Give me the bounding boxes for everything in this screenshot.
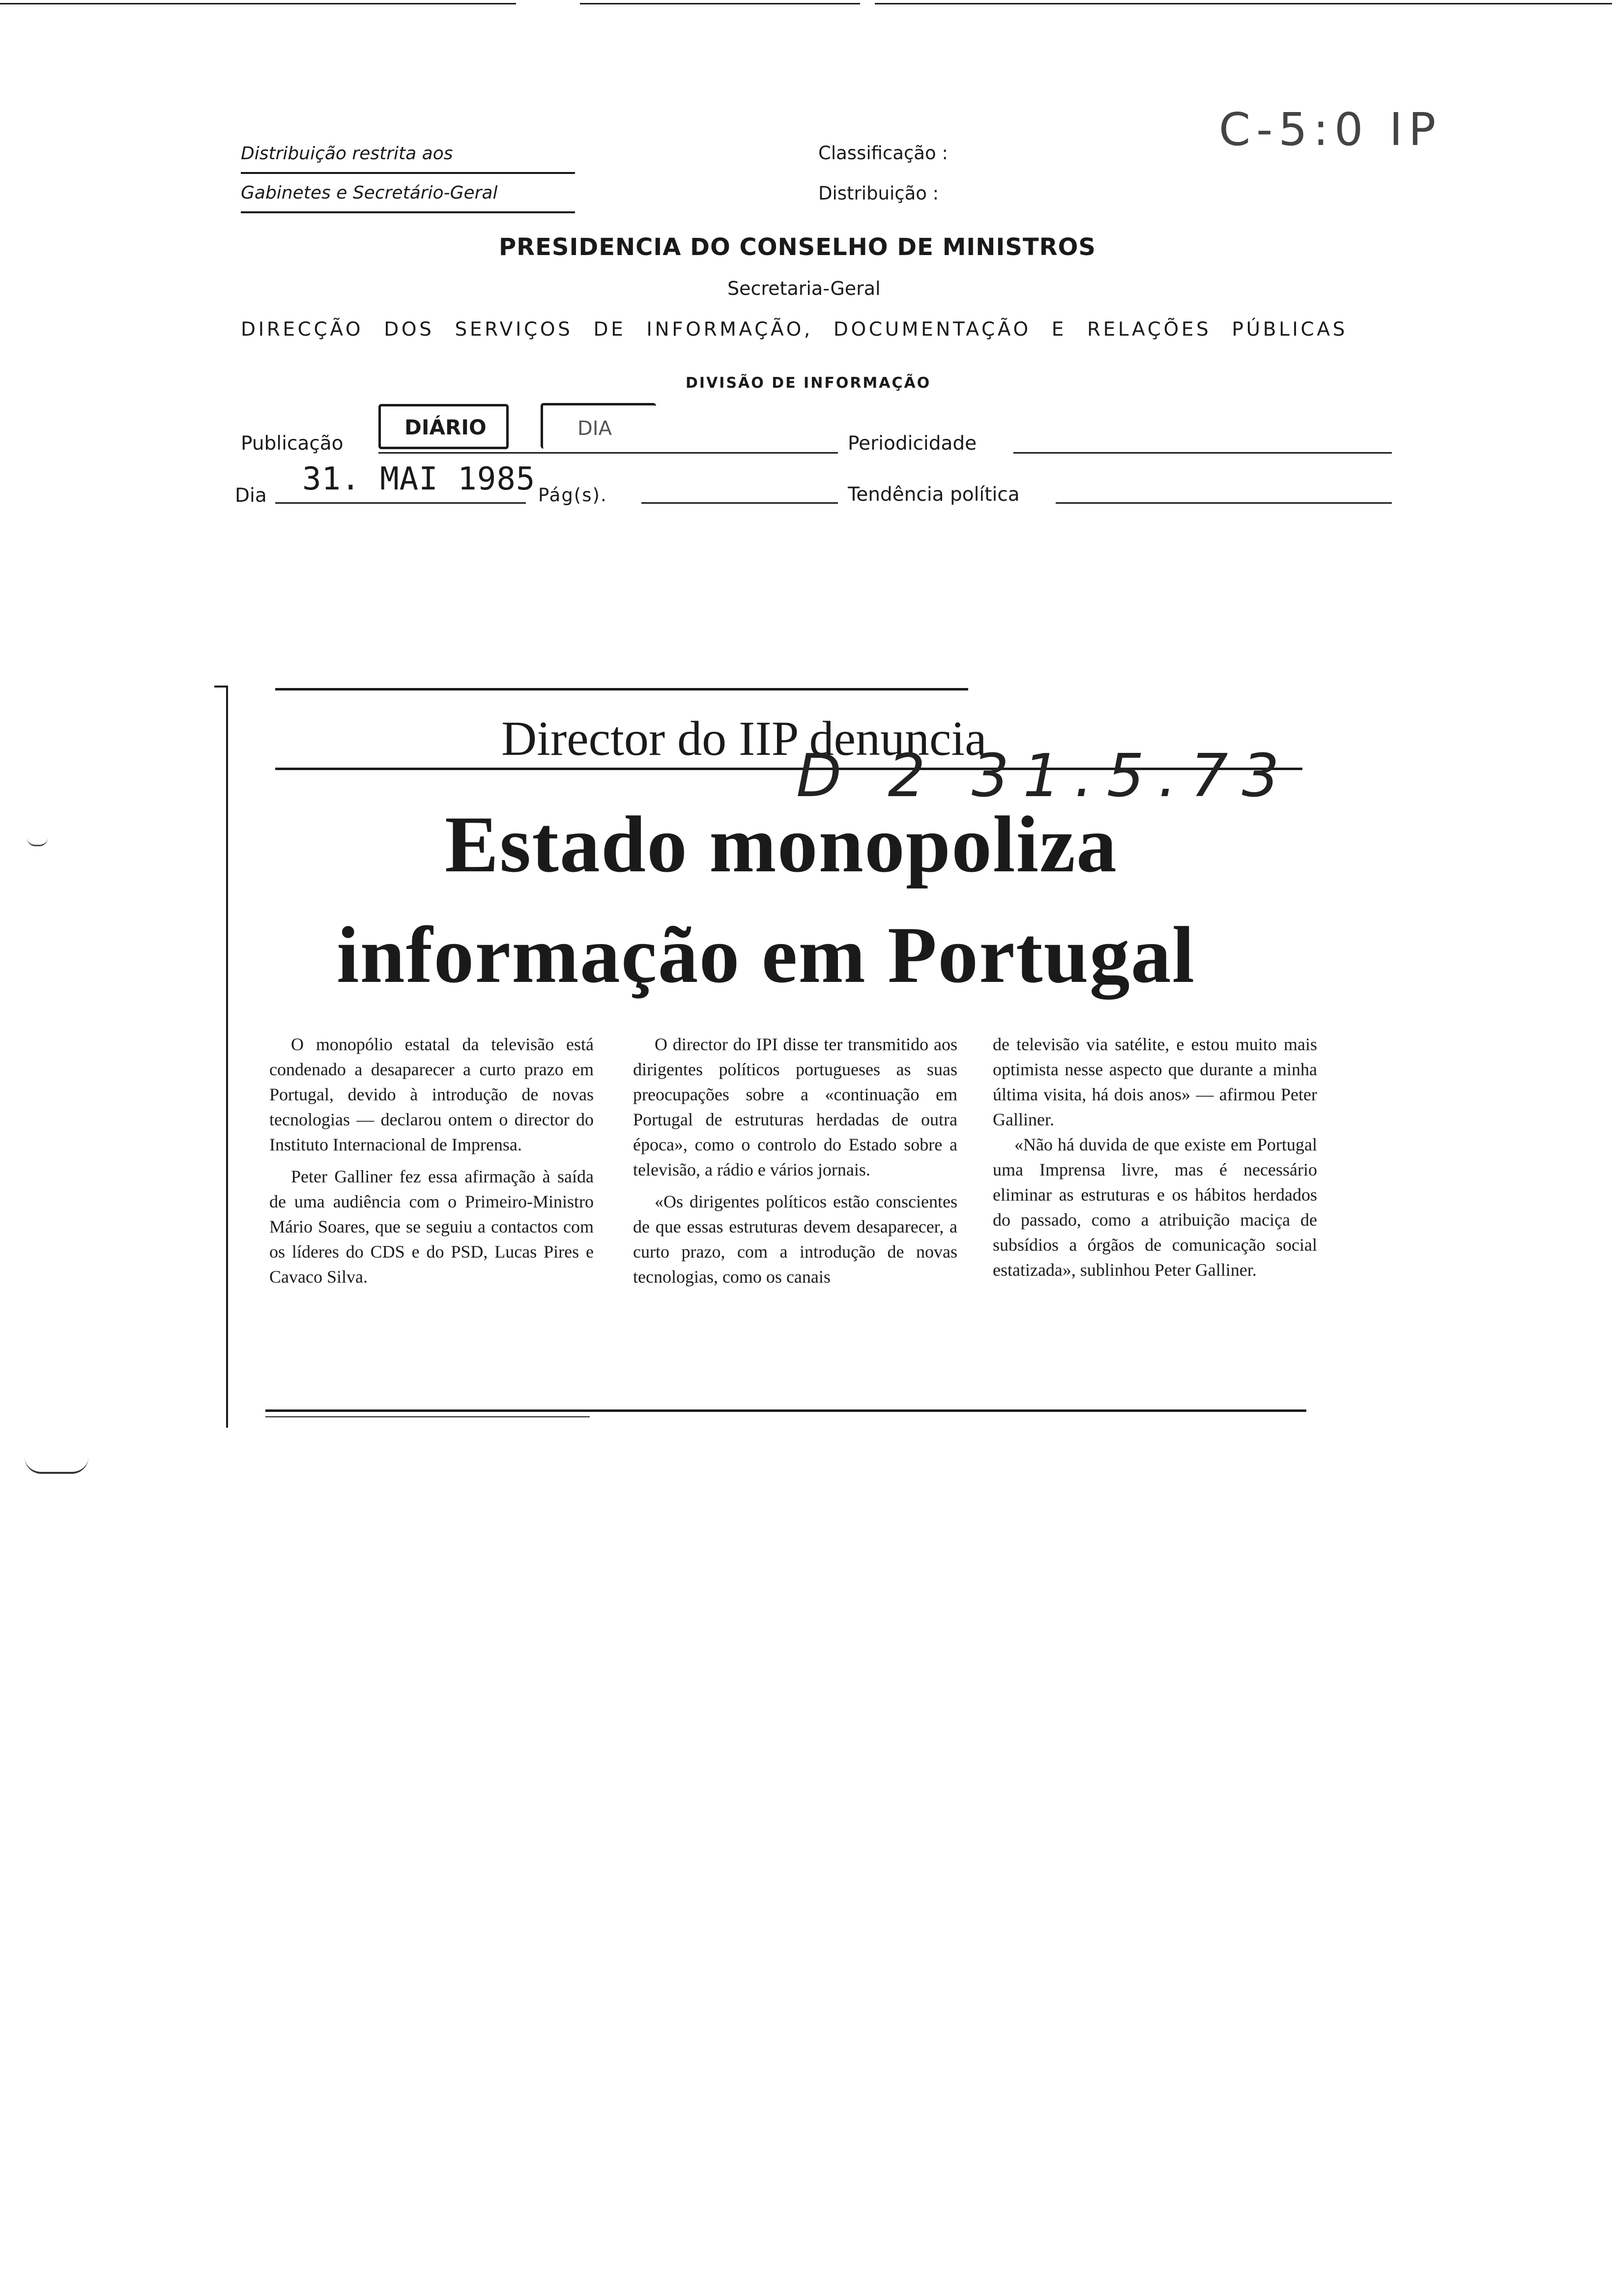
col3-paragraph-1: de televisão via satélite, e estou muito mais optimista nesse aspecto que durante a minha última visita, há dois anos» — afirmou Peter Galliner. xyxy=(993,1034,1317,1129)
col1-paragraph-2: Peter Galliner fez essa afirmação à saída de uma audiência com o Primeiro-Ministro Mário Soares, que se seguiu a contactos com os líderes do CDS e do PSD, Lucas Pires e Cavaco Silva. xyxy=(269,1167,594,1287)
pags-label: Pág(s). xyxy=(538,485,607,506)
publicacao-underline xyxy=(378,452,838,454)
periodicidade-label: Periodicidade xyxy=(848,432,977,455)
corner-handwritten-mark: C-5:0 IP xyxy=(1219,103,1442,156)
article-column-2 xyxy=(633,1032,957,1290)
col2-paragraph-2: «Os dirigentes políticos estão conscientes de que essas estruturas devem desaparecer, a curto prazo, com a introdução de novas tecnologias, como os canais xyxy=(633,1192,957,1287)
restricted-distribution-line2: Gabinetes e Secretário-Geral xyxy=(241,183,498,203)
clipping-left-edge xyxy=(226,686,228,1428)
publicacao-stamp xyxy=(378,404,509,449)
handwritten-reference: D 2 31.5.73 xyxy=(796,742,1294,810)
article-column-1 xyxy=(269,1032,594,1290)
restricted-underline-2 xyxy=(241,211,575,213)
col3-paragraph-2: «Não há duvida de que existe em Portugal uma Imprensa livre, mas é necessário eliminar as estruturas e os hábitos herdados do passado, como a atribuição maciça de subsídios a órgãos de comunicação social estatizada», sublinhou Peter Galliner. xyxy=(993,1135,1317,1280)
col1-paragraph-1: O monopólio estatal da televisão está condenado a desaparecer a curto prazo em Portugal, devido à introdução de novas tecnologias — declarou ontem o director do Instituto Internacional de Imprensa. xyxy=(269,1034,594,1154)
article-column-3 xyxy=(993,1032,1317,1283)
periodicidade-underline xyxy=(1013,452,1392,454)
headline-line2: informação em Portugal xyxy=(337,911,1196,1000)
distribuicao-label: Distribuição : xyxy=(818,183,939,204)
restricted-distribution-line1: Distribuição restrita aos xyxy=(241,144,453,164)
scan-top-border-3 xyxy=(875,3,1612,4)
clipping-top-tick xyxy=(214,686,227,688)
article-kicker: Director do IIP denuncia xyxy=(501,711,987,766)
dia-underline xyxy=(275,502,526,504)
publicacao-label: Publicação xyxy=(241,432,344,455)
publicacao-stamp-text: DIÁRIO xyxy=(404,415,487,439)
pags-underline xyxy=(641,502,838,504)
article-bottom-rule xyxy=(265,1409,1306,1412)
article-bottom-rule-thin xyxy=(265,1416,590,1417)
headline-line1: Estado monopoliza xyxy=(445,800,1118,889)
publicacao-stamp2-text: DIA xyxy=(577,417,612,440)
restricted-underline-1 xyxy=(241,172,575,174)
scan-top-border-2 xyxy=(580,3,860,4)
tendencia-underline xyxy=(1056,502,1392,504)
tendencia-label: Tendência política xyxy=(848,484,1020,506)
presidency-title: PRESIDENCIA DO CONSELHO DE MINISTROS xyxy=(499,233,1096,261)
divisao-informacao: DIVISÃO DE INFORMAÇÃO xyxy=(686,374,931,392)
kicker-top-rule xyxy=(275,688,968,690)
scan-margin-mark-1 xyxy=(27,838,48,846)
secretaria-geral: Secretaria-Geral xyxy=(727,278,881,299)
publicacao-stamp-2 xyxy=(541,403,656,449)
dia-label: Dia xyxy=(235,485,267,507)
scan-margin-mark-2 xyxy=(25,1457,88,1474)
direccao-line: DIRECÇÃO DOS SERVIÇOS DE INFORMAÇÃO, DOCUMENTAÇÃO E RELAÇÕES PÚBLICAS xyxy=(241,318,1348,341)
classificacao-label: Classificação : xyxy=(818,143,948,164)
dia-date-stamp: 31. MAI 1985 xyxy=(302,461,536,497)
scan-top-border xyxy=(0,3,516,4)
col2-paragraph-1: O director do IPI disse ter transmitido aos dirigentes políticos portugueses as suas preocupações sobre a «continuação em Portugal de estruturas herdadas de outra época», como o controlo do Estado sobre a televisão, a rádio e vários jornais. xyxy=(633,1034,957,1179)
